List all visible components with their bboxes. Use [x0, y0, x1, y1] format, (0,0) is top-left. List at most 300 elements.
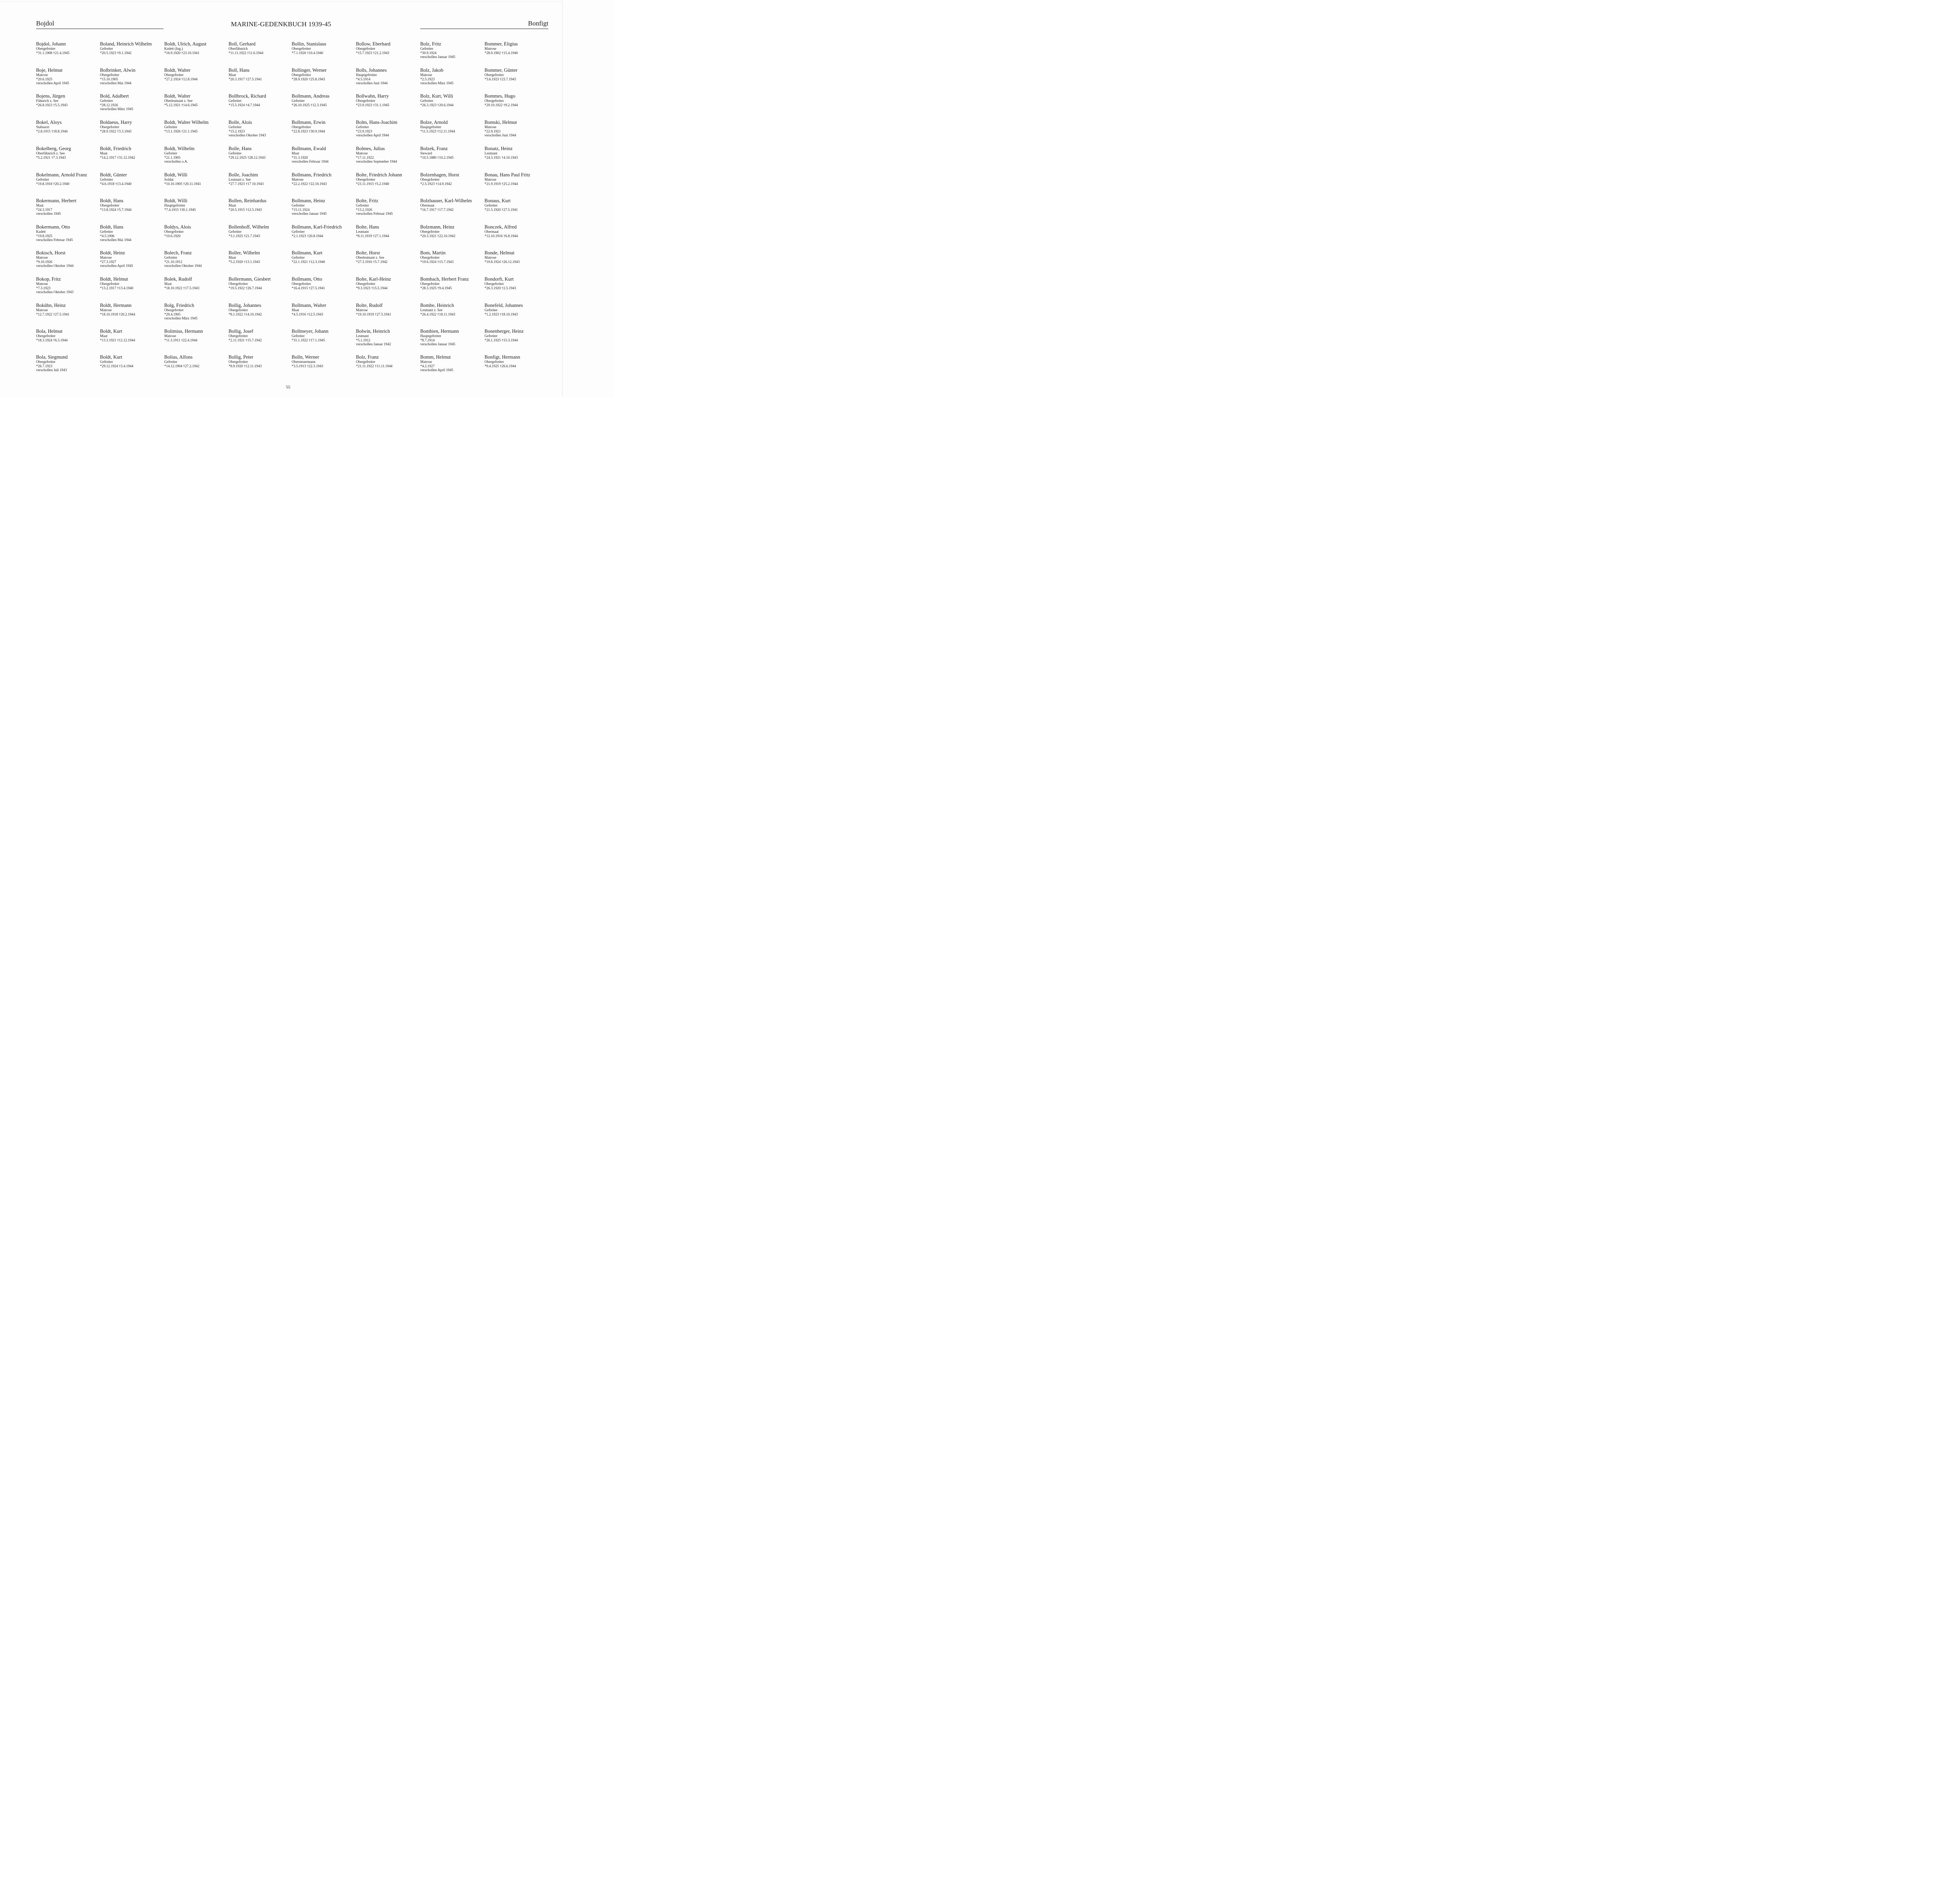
entry-rank: Maat — [229, 256, 236, 259]
entry-dates: *21.11.1922 †11.11.1944 — [356, 364, 393, 368]
entry-missing-note: verschollen Oktober 1944 — [36, 264, 74, 268]
entry-name: Bombien, Hermann — [420, 328, 459, 334]
memorial-entry — [356, 250, 419, 264]
entry-dates: *15.10.1905 — [100, 77, 118, 81]
entry-dates: *8.11.1919 †27.1.1944 — [356, 234, 389, 238]
entry-name: Bollmann, Andreas — [292, 93, 330, 99]
memorial-entry — [356, 225, 419, 238]
entry-name: Bolle, Joachim — [229, 172, 258, 178]
memorial-entry — [485, 277, 548, 290]
entry-rank: Maat — [100, 334, 107, 338]
entry-name: Bollow, Eberhard — [356, 41, 391, 47]
entry-rank: Obergefreiter — [485, 282, 504, 286]
entry-name: Bolln, Werner — [292, 354, 319, 360]
entry-rank: Obergefreiter — [485, 360, 504, 364]
memorial-entry — [36, 329, 100, 342]
entry-name: Bolte, Horst — [356, 250, 380, 256]
entry-name: Bomski, Helmut — [485, 120, 517, 125]
memorial-entry — [420, 68, 484, 85]
entry-name: Bola, Siegmund — [36, 354, 68, 360]
entry-name: Bollin, Stanislaus — [292, 41, 327, 47]
memorial-entry — [420, 120, 484, 133]
entry-dates: *28.9.1902 †15.4.1940 — [485, 51, 518, 55]
entry-dates: *26.3.1920 †2.5.1943 — [485, 286, 516, 290]
memorial-entry — [100, 250, 163, 268]
entry-rank: Gefreiter — [292, 256, 305, 259]
entry-rank: Obergefreiter — [36, 360, 56, 364]
entry-name: Boldt, Wilhelm — [164, 146, 195, 151]
entry-name: Bonaus, Kurt — [485, 198, 511, 203]
memorial-entry — [36, 355, 100, 372]
memorial-entry — [356, 329, 419, 346]
entry-rank: Matrose — [485, 125, 497, 129]
memorial-entry — [100, 172, 163, 186]
entry-dates: *7.1.1920 †10.4.1940 — [292, 51, 323, 55]
entry-dates: *14.12.1904 †27.2.1942 — [164, 364, 200, 368]
memorial-entry — [164, 277, 228, 290]
memorial-entry — [485, 146, 548, 160]
entry-missing-note: verschollen Januar 1945 — [292, 212, 327, 216]
entry-dates: *3.1.1925 †21.7.1943 — [229, 234, 260, 238]
memorial-entry — [36, 225, 100, 242]
memorial-entry — [100, 198, 163, 212]
memorial-entry — [36, 303, 100, 316]
entry-name: Bomm, Helmut — [420, 354, 451, 360]
entry-rank: Gefreiter — [164, 125, 178, 129]
entry-missing-note: verschollen März 1945 — [164, 316, 198, 320]
memorial-entry — [485, 42, 548, 55]
memorial-entry — [100, 120, 163, 133]
entry-name: Bollen, Reinhardus — [229, 198, 267, 203]
entry-rank: Matrose — [164, 334, 176, 338]
entry-rank: Hauptgefreiter — [420, 334, 441, 338]
entry-rank: Matrose — [420, 73, 432, 77]
entry-rank: Gefreiter — [292, 99, 305, 103]
entry-name: Boldt, Kurt — [100, 328, 122, 334]
entry-rank: Obergefreiter — [164, 73, 184, 77]
entry-name: Bollmann, Karl-Friedrich — [292, 224, 342, 230]
entry-rank: Obergefreiter — [420, 178, 440, 181]
entry-dates: *27.3.1916 †5.7.1942 — [356, 259, 388, 264]
entry-rank: Obergefreiter — [356, 99, 376, 103]
memorial-entry — [36, 146, 100, 160]
entry-name: Boldt, Kurt — [100, 354, 122, 360]
entry-missing-note: verschollen Februar 1944 — [292, 160, 328, 163]
entry-rank: Obergefreiter — [100, 125, 120, 129]
entry-rank: Matrose — [485, 178, 497, 181]
entry-rank: Oberfähnrich — [229, 47, 248, 51]
entry-name: Bolz, Fritz — [420, 41, 441, 47]
entry-name: Bondorft, Kurt — [485, 276, 514, 282]
entry-name: Bolle, Hans — [229, 146, 252, 151]
entry-name: Bolius, Alfons — [164, 354, 193, 360]
memorial-entry — [292, 172, 355, 186]
memorial-entry — [164, 225, 228, 238]
memorial-entry — [292, 303, 355, 316]
entry-dates: *2.5.1923 †14.9.1942 — [420, 181, 452, 186]
entry-rank: Maat — [292, 151, 299, 155]
memorial-entry — [420, 355, 484, 372]
entry-dates: *22.1.1921 †12.3.1940 — [292, 259, 325, 264]
entry-dates: *29.12.1924 †3.4.1944 — [100, 364, 133, 368]
entry-name: Bokermann, Herbert — [36, 198, 76, 203]
entry-missing-note: verschollen Januar 1945 — [420, 342, 456, 346]
entry-name: Bojens, Jürgen — [36, 93, 65, 99]
entry-rank: Leutnant z. See — [229, 178, 251, 181]
entry-rank: Obergefreiter — [100, 73, 120, 77]
entry-rank: Oberleutnant z. See — [164, 99, 193, 103]
entry-rank: Obergefreiter — [229, 282, 248, 286]
entry-dates: *22.8.1923 †30.9.1944 — [292, 129, 325, 133]
entry-rank: Hauptgefreiter — [420, 125, 441, 129]
entry-missing-note: verschollen April 1945 — [100, 264, 133, 268]
memorial-entry — [292, 277, 355, 290]
entry-name: Bonatz, Heinz — [485, 146, 513, 151]
memorial-entry — [420, 303, 484, 316]
entry-dates: *30.9.1924 — [420, 51, 437, 55]
memorial-entry — [420, 225, 484, 238]
entry-dates: *2.5.1923 — [420, 77, 435, 81]
entry-dates: *23.11.1915 †5.2.1940 — [356, 181, 389, 186]
entry-rank: Gefreiter — [229, 99, 242, 103]
entry-dates: *20.6.1925 — [36, 77, 53, 81]
entry-dates: *21.9.1919 †25.2.1944 — [485, 181, 518, 186]
memorial-entry — [485, 355, 548, 368]
memorial-entry — [229, 94, 292, 107]
entry-dates: *16.7.1917 †17.7.1942 — [420, 207, 454, 212]
entry-name: Bombe, Heinrich — [420, 303, 454, 308]
memorial-entry — [356, 355, 419, 368]
entry-name: Bolek, Rudolf — [164, 276, 192, 282]
entry-rank: Maat — [164, 282, 172, 286]
entry-rank: Leutnant — [356, 230, 369, 234]
entry-name: Bokelberg, Georg — [36, 146, 71, 151]
entry-rank: Matrose — [292, 178, 304, 181]
entry-dates: *1.2.1923 †18.10.1943 — [485, 312, 518, 316]
entry-rank: Obergefreiter — [420, 230, 440, 234]
memorial-entry — [292, 225, 355, 238]
memorial-entry — [356, 277, 419, 290]
memorial-entry — [356, 303, 419, 316]
entry-rank: Obergefreiter — [164, 230, 184, 234]
entry-name: Bokühn, Heinz — [36, 303, 66, 308]
entry-dates: *15.11.1924 — [292, 207, 310, 212]
memorial-entry — [356, 198, 419, 216]
entry-missing-note: verschollen März 1945 — [100, 107, 133, 111]
entry-dates: *29.10.1922 †9.2.1944 — [485, 103, 518, 107]
entry-dates: *20.3.1921 †22.10.1942 — [420, 234, 456, 238]
entry-dates: *21.5.1920 †27.5.1941 — [485, 207, 518, 212]
entry-name: Bolz, Kurt, Willi — [420, 93, 453, 99]
entry-missing-note: verschollen Juli 1943 — [36, 368, 67, 372]
entry-missing-note: verschollen o.A. — [164, 160, 188, 163]
memorial-entry — [164, 355, 228, 368]
page-edge — [562, 0, 563, 397]
entry-dates: *26.8.1923 †5.5.1943 — [36, 103, 68, 107]
entry-dates: *18.10.1918 †20.2.1944 — [100, 312, 135, 316]
entry-name: Bola, Helmut — [36, 328, 63, 334]
memorial-entry — [356, 146, 419, 164]
entry-dates: *17.11.1922 — [356, 155, 374, 160]
entry-missing-note: verschollen Juni 1944 — [356, 81, 388, 85]
entry-rank: Gefreiter — [420, 47, 434, 51]
entry-dates: *27.3.1927 — [100, 259, 116, 264]
entry-dates: *18.10.1922 †17.5.1943 — [164, 286, 200, 290]
memorial-entry — [100, 225, 163, 242]
entry-rank: Gefreiter — [100, 360, 113, 364]
entry-name: Bolg, Friedrich — [164, 303, 194, 308]
entry-rank: Obersteuermann — [292, 360, 316, 364]
entry-missing-note: verschollen Januar 1945 — [420, 55, 456, 59]
entry-name: Boldt, Hans — [100, 224, 123, 230]
memorial-entry — [164, 198, 228, 212]
entry-name: Bolte, Fritz — [356, 198, 378, 203]
entry-name: Bokop, Fritz — [36, 276, 61, 282]
memorial-entry — [164, 250, 228, 268]
entry-name: Bonfigt, Hermann — [485, 354, 520, 360]
entry-name: Bolz, Jakob — [420, 67, 444, 73]
memorial-entry — [356, 172, 419, 186]
memorial-entry — [100, 94, 163, 111]
memorial-entry — [36, 277, 100, 294]
entry-dates: *2.11.1921 †15.7.1942 — [229, 338, 262, 342]
entry-name: Bolte, Karl-Heinz — [356, 276, 391, 282]
memorial-entry — [100, 303, 163, 316]
memorial-entry — [292, 68, 355, 81]
entry-missing-note: verschollen Februar 1945 — [356, 212, 393, 216]
entry-missing-note: verschollen Oktober 1944 — [164, 264, 202, 268]
memorial-entry — [420, 172, 484, 186]
entry-name: Bom, Martin — [420, 250, 446, 256]
entry-rank: Obergefreiter — [100, 282, 120, 286]
memorial-entry — [100, 68, 163, 85]
entry-name: Bollig, Johannes — [229, 303, 261, 308]
memorial-entry — [229, 68, 292, 81]
entry-dates: *7.4.1915 †30.1.1945 — [164, 207, 196, 212]
memorial-entry — [229, 146, 292, 160]
entry-rank: Oberfähnrich z. See — [36, 151, 65, 155]
entry-rank: Obergefreiter — [229, 360, 248, 364]
entry-name: Bollmann, Otto — [292, 276, 322, 282]
entry-missing-note: verschollen Februar 1945 — [36, 238, 73, 242]
entry-rank: Gefreiter — [229, 151, 242, 155]
entry-name: Bolzek, Franz — [420, 146, 448, 151]
entry-dates: *13.2.1917 †13.4.1940 — [100, 286, 133, 290]
entry-dates: *10.5.1880 †10.2.1945 — [420, 155, 454, 160]
entry-dates: *23.9.1923 — [356, 129, 372, 133]
entry-dates: *26.10.1925 †12.3.1945 — [292, 103, 327, 107]
entry-rank: Obergefreiter — [485, 99, 504, 103]
document-page — [0, 0, 615, 397]
entry-dates: *19.10.1919 †27.5.1941 — [356, 312, 391, 316]
memorial-entry — [229, 355, 292, 368]
entry-dates: *7.3.1923 — [36, 286, 51, 290]
memorial-entry — [36, 250, 100, 268]
entry-rank: Hauptgefreiter — [356, 73, 377, 77]
entry-rank: Stabsarzt — [36, 125, 49, 129]
entry-rank: Matrose — [356, 151, 368, 155]
memorial-entry — [100, 146, 163, 160]
entry-dates: *28.3.1925 †9.4.1945 — [420, 286, 452, 290]
entry-dates: *19.8.1925 — [36, 234, 53, 238]
memorial-entry — [164, 94, 228, 107]
entry-dates: *4.2.1927 — [420, 364, 435, 368]
entry-dates: *12.10.1916 †6.8.1944 — [485, 234, 518, 238]
running-head-left: Bojdol — [36, 20, 54, 27]
entry-name: Bollwahn, Harry — [356, 93, 389, 99]
entry-name: Bolzmann, Heinz — [420, 224, 455, 230]
memorial-entry — [229, 42, 292, 55]
entry-rank: Matrose — [100, 256, 112, 259]
entry-dates: *19.5.1922 †26.7.1944 — [229, 286, 262, 290]
entry-name: Bolm, Hans-Joachim — [356, 120, 397, 125]
entry-name: Boldaeus, Harry — [100, 120, 132, 125]
entry-dates: *9.10.1926 — [36, 259, 53, 264]
entry-name: Bolte, Rudolf — [356, 303, 383, 308]
memorial-entry — [356, 120, 419, 138]
entry-rank: Soldat — [164, 178, 174, 181]
entry-name: Bollmann, Walter — [292, 303, 327, 308]
entry-dates: *27.2.1924 †12.8.1944 — [164, 77, 198, 81]
entry-rank: Obergefreiter — [292, 125, 311, 129]
memorial-entry — [100, 329, 163, 342]
memorial-entry — [485, 94, 548, 107]
entry-dates: *9.3.1923 †15.5.1944 — [356, 286, 388, 290]
memorial-entry — [229, 277, 292, 290]
entry-dates: *8.7.1914 — [420, 338, 435, 342]
memorial-entry — [229, 303, 292, 316]
entry-name: Bollmann, Ewald — [292, 146, 326, 151]
memorial-entry — [229, 225, 292, 238]
entry-rank: Maat — [229, 203, 236, 207]
entry-rank: Obergefreiter — [164, 308, 184, 312]
memorial-entry — [100, 277, 163, 290]
entry-missing-note: verschollen März 1945 — [420, 81, 454, 85]
entry-name: Bolbrinker, Alwin — [100, 67, 136, 73]
entry-name: Bokisch, Horst — [36, 250, 65, 256]
entry-rank: Obergefreiter — [356, 360, 376, 364]
memorial-entry — [36, 42, 100, 55]
entry-dates: *28.9.1920 †25.8.1943 — [292, 77, 325, 81]
entry-name: Bonczek, Alfred — [485, 224, 517, 230]
entry-dates: *26.3.1923 †20.6.1944 — [420, 103, 454, 107]
entry-name: Bonefeld, Johannes — [485, 303, 523, 308]
entry-dates: *29.4.1905 — [164, 312, 181, 316]
entry-name: Boldt, Willi — [164, 198, 187, 203]
entry-dates: *31.3.1920 — [292, 155, 308, 160]
entry-missing-note: verschollen Mai 1944 — [100, 238, 132, 242]
entry-dates: *18.3.1924 †6.3.1944 — [36, 338, 68, 342]
memorial-entry — [36, 120, 100, 133]
memorial-entry — [485, 120, 548, 138]
memorial-entry — [36, 198, 100, 216]
entry-rank: Obergefreiter — [36, 47, 56, 51]
entry-dates: *16.9.1920 †23.10.1941 — [164, 51, 200, 55]
entry-rank: Kadett — [36, 230, 46, 234]
memorial-entry — [36, 68, 100, 85]
entry-rank: Gefreiter — [292, 203, 305, 207]
entry-dates: *5.1.1912 — [356, 338, 370, 342]
entry-rank: Maat — [100, 151, 107, 155]
entry-dates: *13.1.1926 †21.1.1945 — [164, 129, 198, 133]
entry-dates: *15.2.1923 — [229, 129, 245, 133]
entry-dates: *26.1.1925 †15.3.1944 — [485, 338, 518, 342]
entry-missing-note: verschollen Oktober 1943 — [229, 133, 266, 137]
entry-rank: Gefreiter — [164, 360, 178, 364]
memorial-entry — [100, 355, 163, 368]
entry-rank: Gefreiter — [100, 178, 113, 181]
entry-name: Boldt, Walter — [164, 67, 191, 73]
entry-rank: Obergefreiter — [292, 47, 311, 51]
entry-rank: Oberleutnant z. See — [356, 256, 385, 259]
entry-rank: Gefreiter — [356, 203, 369, 207]
memorial-entry — [420, 94, 484, 107]
entry-rank: Obergefreiter — [420, 282, 440, 286]
entry-dates: *4.6.1918 †13.4.1940 — [100, 181, 132, 186]
memorial-entry — [229, 120, 292, 138]
entry-rank: Gefreiter — [100, 47, 113, 51]
entry-dates: *28.12.1926 — [100, 103, 118, 107]
entry-name: Bokelmann, Arnold Franz — [36, 172, 87, 178]
entry-rank: Gefreiter — [420, 99, 434, 103]
entry-rank: Maat — [229, 73, 236, 77]
entry-rank: Obergefreiter — [229, 308, 248, 312]
memorial-entry — [229, 172, 292, 186]
entry-name: Bolzenhagen, Horst — [420, 172, 459, 178]
entry-name: Bollmann, Kurt — [292, 250, 323, 256]
entry-rank: Gefreiter — [100, 99, 113, 103]
entry-name: Bolech, Franz — [164, 250, 192, 256]
entry-dates: *15.5.1924 †4.7.1944 — [229, 103, 260, 107]
entry-dates: *31.1.1922 †17.1.1945 — [292, 338, 325, 342]
memorial-entry — [420, 329, 484, 346]
entry-rank: Obergefreiter — [420, 256, 440, 259]
entry-missing-note: verschollen April 1944 — [356, 133, 389, 137]
memorial-entry — [485, 198, 548, 212]
entry-name: Boll, Hans — [229, 67, 250, 73]
entry-rank: Obergefreiter — [100, 203, 120, 207]
entry-name: Bolte, Friedrich Johann — [356, 172, 402, 178]
entry-name: Boller, Wilhelm — [229, 250, 260, 256]
memorial-entry — [356, 94, 419, 107]
memorial-entry — [420, 146, 484, 160]
entry-name: Bokel, Aloys — [36, 120, 62, 125]
entry-missing-note: verschollen Mai 1944 — [100, 81, 132, 85]
memorial-entry — [292, 94, 355, 107]
entry-rank: Obergefreiter — [36, 334, 56, 338]
entry-rank: Leutnant — [356, 334, 369, 338]
memorial-entry — [356, 42, 419, 55]
memorial-entry — [164, 172, 228, 186]
entry-rank: Gefreiter — [485, 203, 498, 207]
entry-dates: *24.3.1921 †4.10.1943 — [485, 155, 518, 160]
entry-name: Boldt, Ulrich, August — [164, 41, 207, 47]
entry-name: Bolte, Hans — [356, 224, 379, 230]
entry-rank: Gefreiter — [292, 230, 305, 234]
entry-rank: Matrose — [36, 256, 48, 259]
entry-rank: Obergefreiter — [356, 47, 376, 51]
entry-rank: Obergefreiter — [292, 73, 311, 77]
entry-rank: Matrose — [36, 282, 48, 286]
entry-dates: *13.8.1924 †5.7.1944 — [100, 207, 132, 212]
entry-missing-note: verschollen Oktober 1943 — [36, 290, 74, 294]
entry-missing-note: verschollen September 1944 — [356, 160, 397, 163]
running-head-right: Bonfigt — [528, 20, 548, 27]
entry-dates: *15.7.1923 †21.2.1943 — [356, 51, 389, 55]
entry-dates: *16.4.1915 †27.5.1941 — [292, 286, 325, 290]
entry-dates: *5.2.1921 †7.3.1943 — [36, 155, 66, 160]
memorial-entry — [292, 329, 355, 342]
